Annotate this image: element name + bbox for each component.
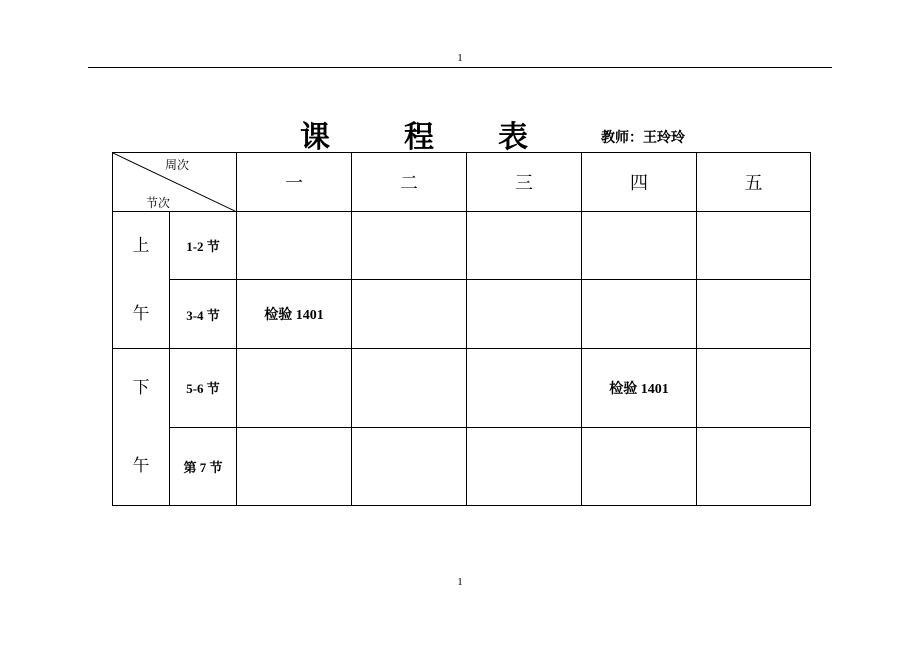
schedule-cell	[467, 212, 582, 280]
schedule-cell	[352, 427, 467, 506]
period-label: 5-6 节	[170, 349, 237, 428]
schedule-cell	[467, 427, 582, 506]
period-label: 1-2 节	[170, 212, 237, 280]
schedule-cell	[582, 280, 697, 349]
corner-label-week: 周次	[165, 158, 190, 172]
morning-char-1: 上	[132, 236, 150, 256]
schedule-cell	[582, 427, 697, 506]
page-number-bottom: 1	[457, 576, 463, 588]
schedule-cell: 检验 1401	[582, 349, 697, 428]
afternoon-label	[113, 349, 170, 506]
teacher-name: 教师：王玲玲	[601, 130, 685, 146]
corner-label-period: 节次	[146, 196, 171, 210]
schedule-cell	[352, 212, 467, 280]
afternoon-char-2: 午	[132, 456, 150, 476]
schedule-cell	[697, 280, 811, 349]
schedule-cell	[467, 349, 582, 428]
title-char-2: 程	[404, 120, 434, 155]
day-header-2: 二	[352, 153, 467, 212]
header-rule	[88, 67, 832, 68]
schedule-table	[112, 152, 811, 506]
morning-label	[113, 212, 170, 349]
day-header-5: 五	[697, 153, 811, 212]
day-header-1: 一	[237, 153, 352, 212]
schedule-cell: 检验 1401	[237, 280, 352, 349]
day-header-4: 四	[582, 153, 697, 212]
page-number-top: 1	[457, 52, 463, 64]
schedule-cell	[582, 212, 697, 280]
day-header-3: 三	[467, 153, 582, 212]
title-char-3: 表	[498, 120, 528, 155]
schedule-cell	[237, 349, 352, 428]
afternoon-char-1: 下	[132, 378, 150, 398]
schedule-cell	[237, 427, 352, 506]
morning-char-2: 午	[132, 304, 150, 324]
title-char-1: 课	[300, 120, 330, 155]
corner-header-cell	[113, 153, 237, 212]
period-label: 3-4 节	[170, 280, 237, 349]
period-label: 第 7 节	[170, 427, 237, 506]
schedule-cell	[237, 212, 352, 280]
schedule-cell	[352, 349, 467, 428]
schedule-cell	[352, 280, 467, 349]
schedule-cell	[697, 212, 811, 280]
schedule-cell	[697, 427, 811, 506]
schedule-cell	[467, 280, 582, 349]
schedule-cell	[697, 349, 811, 428]
